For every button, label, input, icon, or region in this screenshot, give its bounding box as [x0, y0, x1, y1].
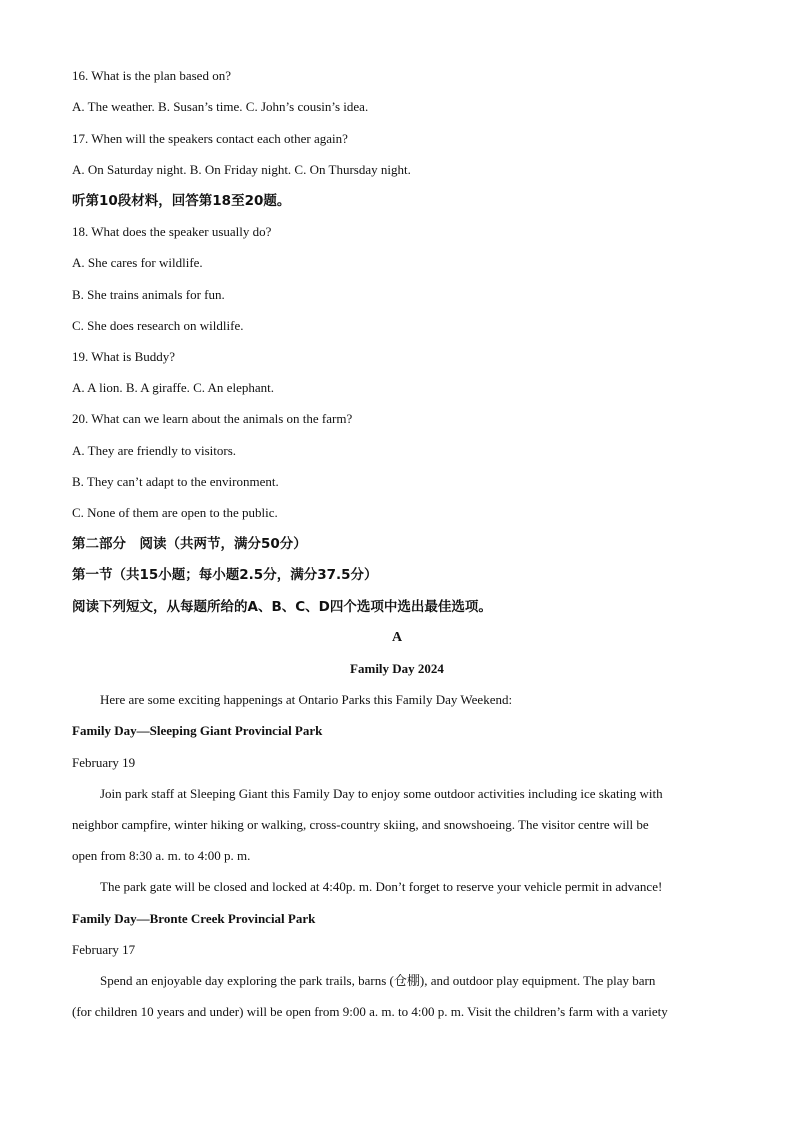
question-17: 17. When will the speakers contact each other again? [72, 131, 348, 146]
question-20-option-a: A. They are friendly to visitors. [72, 443, 237, 458]
reading-section-title: 第一节（共15小题；每小题2.5分，满分37.5分） [72, 567, 378, 583]
reading-part-title: 第二部分 阅读（共两节，满分50分） [72, 536, 307, 552]
passage-intro: Here are some exciting happenings at Ontario Parks this Family Day Weekend: [100, 692, 513, 707]
event-1-paragraph-1-line-3: open from 8:30 a. m. to 4:00 p. m. [72, 848, 251, 863]
event-1-paragraph-1-line-1: Join park staff at Sleeping Giant this Family Day to enjoy some outdoor activities including ice skating with [100, 786, 663, 801]
question-19: 19. What is Buddy? [72, 349, 176, 364]
question-16: 16. What is the plan based on? [72, 68, 231, 83]
event-2-paragraph-1-line-1: Spend an enjoyable day exploring the park trails, barns (仓棚), and outdoor play equipment. The play barn [100, 973, 656, 988]
question-17-options: A. On Saturday night. B. On Friday night. C. On Thursday night. [72, 162, 411, 177]
section-10-instruction: 听第10段材料，回答第18至20题。 [72, 193, 291, 209]
event-2-heading: Family Day—Bronte Creek Provincial Park [72, 911, 316, 926]
event-1-date: February 19 [72, 755, 136, 770]
question-19-options: A. A lion. B. A giraffe. C. An elephant. [72, 380, 274, 395]
passage-letter: A [391, 630, 403, 645]
question-20: 20. What can we learn about the animals on the farm? [72, 411, 353, 426]
question-20-option-c: C. None of them are open to the public. [72, 505, 278, 520]
event-1-paragraph-1-line-2: neighbor campfire, winter hiking or walking, cross-country skiing, and snowshoeing. The visitor centre will be [72, 817, 649, 832]
event-2-paragraph-1-line-2: (for children 10 years and under) will be open from 9:00 a. m. to 4:00 p. m. Visit the children’s farm with a variety [72, 1004, 668, 1019]
question-16-options: A. The weather. B. Susan’s time. C. John’s cousin’s idea. [72, 99, 369, 114]
event-2-date: February 17 [72, 942, 136, 957]
question-20-option-b: B. They can’t adapt to the environment. [72, 474, 279, 489]
question-18-option-a: A. She cares for wildlife. [72, 255, 203, 270]
question-18-option-c: C. She does research on wildlife. [72, 318, 244, 333]
question-18: 18. What does the speaker usually do? [72, 224, 272, 239]
event-1-paragraph-2: The park gate will be closed and locked at 4:40p. m. Don’t forget to reserve your vehicle permit in advance! [100, 879, 663, 894]
question-18-option-b: B. She trains animals for fun. [72, 287, 225, 302]
event-1-heading: Family Day—Sleeping Giant Provincial Park [72, 723, 323, 738]
reading-instruction: 阅读下列短文，从每题所给的A、B、C、D四个选项中选出最佳选项。 [72, 599, 492, 615]
passage-title: Family Day 2024 [350, 661, 444, 676]
